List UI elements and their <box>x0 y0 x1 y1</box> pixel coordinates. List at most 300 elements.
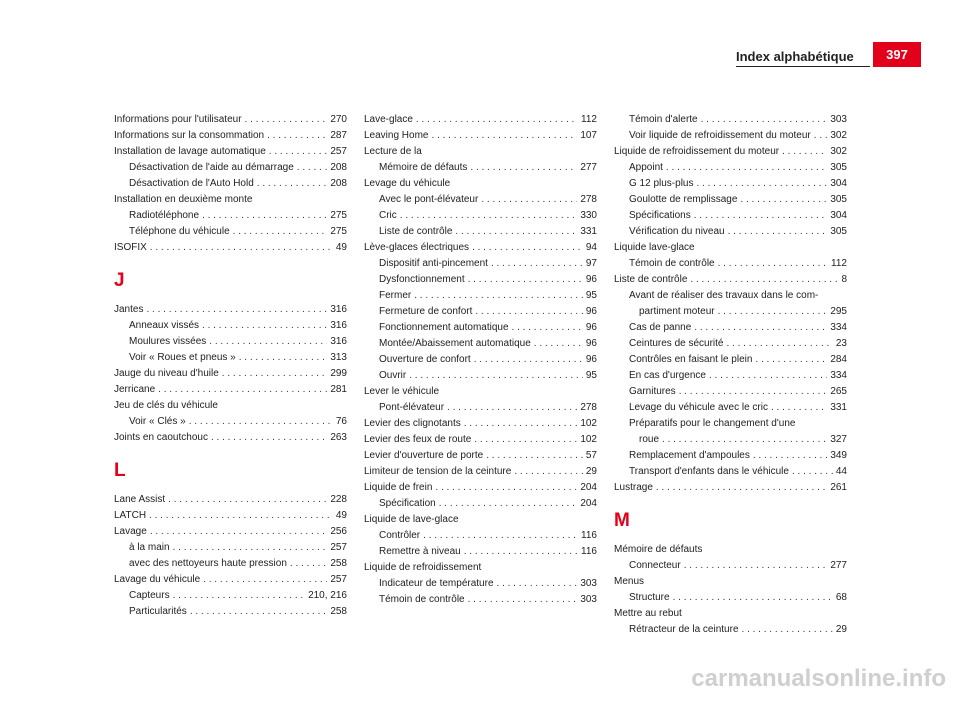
index-entry <box>114 144 347 160</box>
dot-leader <box>690 272 838 288</box>
index-entry-page: 96 <box>585 354 597 365</box>
dot-leader <box>718 304 828 320</box>
dot-leader <box>239 350 328 366</box>
dot-leader <box>475 304 583 320</box>
index-entry-term: Cric <box>379 210 397 221</box>
index-entry-term: Goulotte de remplissage <box>629 194 738 205</box>
index-entry-term: Fonctionnement automatique <box>379 322 509 333</box>
dot-leader <box>472 240 583 256</box>
index-entry <box>614 128 847 144</box>
index-entry <box>614 272 847 288</box>
index-entry-page: 330 <box>580 210 597 221</box>
index-entry <box>114 334 347 350</box>
index-entry <box>364 416 597 432</box>
index-entry-term: Téléphone du véhicule <box>129 226 230 237</box>
index-entry <box>614 464 847 480</box>
dot-leader <box>694 208 828 224</box>
dot-leader <box>150 240 333 256</box>
index-entry <box>364 224 597 240</box>
index-entry-term: Informations pour l'utilisateur <box>114 114 242 125</box>
index-entry <box>364 144 597 160</box>
dot-leader <box>694 320 827 336</box>
index-entry <box>364 400 597 416</box>
index-entry-page: 256 <box>330 526 347 537</box>
index-entry <box>114 240 347 256</box>
index-entry-term: Indicateur de température <box>379 578 494 589</box>
index-entry <box>614 288 847 320</box>
dot-leader <box>486 448 583 464</box>
dot-leader <box>464 544 578 560</box>
dot-leader <box>202 318 327 334</box>
index-entry-page: 281 <box>330 384 347 395</box>
index-entry-term: ISOFIX <box>114 242 147 253</box>
index-entry-page: 204 <box>580 498 597 509</box>
index-entry-term: Ceintures de sécurité <box>629 338 724 349</box>
index-entry <box>114 604 347 620</box>
index-entry-term: Spécifications <box>629 210 691 221</box>
index-entry-page: 316 <box>330 320 347 331</box>
index-entry-page: 313 <box>330 352 347 363</box>
index-entry-term: Jerricane <box>114 384 156 395</box>
index-entry <box>114 176 347 192</box>
index-entry-term-cont: roue <box>639 434 660 445</box>
dot-leader <box>435 480 577 496</box>
index-entry-page: 305 <box>830 162 847 173</box>
index-entry-page: 76 <box>335 416 347 427</box>
index-entry-term: Lavage du véhicule <box>114 574 201 585</box>
index-entry-term: Ouvrir <box>379 370 407 381</box>
index-entry <box>114 588 347 604</box>
index-entry <box>614 542 847 558</box>
index-entry-page: 208 <box>330 162 347 173</box>
dot-leader <box>168 492 327 508</box>
dot-leader <box>468 592 578 608</box>
dot-leader <box>771 400 827 416</box>
index-entry-term: Témoin de contrôle <box>629 258 715 269</box>
dot-leader <box>728 224 828 240</box>
index-entry <box>114 224 347 240</box>
index-entry <box>364 352 597 368</box>
index-entry-term: Lever le véhicule <box>364 386 440 397</box>
dot-leader <box>709 368 827 384</box>
index-entry-page: 107 <box>580 130 597 141</box>
index-entry <box>364 384 597 400</box>
index-entry <box>614 574 847 590</box>
dot-leader <box>447 400 577 416</box>
dot-leader <box>814 128 828 144</box>
index-entry-continuation <box>629 304 847 320</box>
index-entry <box>614 558 847 574</box>
index-entry-page: 303 <box>830 114 847 125</box>
index-entry-term: Anneaux vissés <box>129 320 200 331</box>
dot-leader <box>233 224 328 240</box>
dot-leader <box>202 208 327 224</box>
index-entry <box>614 320 847 336</box>
dot-leader <box>782 144 827 160</box>
index-entry-term: LATCH <box>114 510 147 521</box>
index-entry-term: Liquide de refroidissement du moteur <box>614 146 780 157</box>
index-entry-term: Jauge du niveau d'huile <box>114 368 219 379</box>
index-entry <box>364 128 597 144</box>
index-entry-term: Liquide lave-glace <box>614 242 695 253</box>
dot-leader <box>245 112 328 128</box>
index-entry-term: Désactivation de l'Auto Hold <box>129 178 254 189</box>
index-entry-term: Capteurs <box>129 590 170 601</box>
index-entry-page: 94 <box>585 242 597 253</box>
index-entry-term: Remplacement d'ampoules <box>629 450 750 461</box>
index-entry-page: 95 <box>585 370 597 381</box>
index-entry-term: Voir « Clés » <box>129 416 186 427</box>
index-entry <box>614 336 847 352</box>
index-entry-term: En cas d'urgence <box>629 370 706 381</box>
index-entry-term: Lave-glace <box>364 114 413 125</box>
index-entry-page: 275 <box>330 226 347 237</box>
index-entry-term: Dysfonctionnement <box>379 274 465 285</box>
index-entry <box>614 368 847 384</box>
index-column-1 <box>114 112 347 620</box>
index-entry-term: Contrôler <box>379 530 421 541</box>
index-entry-term: Appoint <box>629 162 663 173</box>
index-entry-term: Avant de réaliser des travaux dans le com- <box>629 290 819 301</box>
dot-leader <box>158 382 327 398</box>
index-entry-term: Radiotéléphone <box>129 210 200 221</box>
index-entry <box>614 240 847 256</box>
index-entry-page: 49 <box>335 510 347 521</box>
index-entry <box>114 540 347 556</box>
page-number: 397 <box>886 47 908 62</box>
dot-leader <box>696 176 827 192</box>
index-entry-page: 334 <box>830 322 847 333</box>
dot-leader <box>474 432 577 448</box>
index-entry <box>364 512 597 528</box>
index-entry-page: 57 <box>585 450 597 461</box>
page-number-badge <box>873 42 921 67</box>
index-entry-page: 316 <box>330 304 347 315</box>
index-entry-page: 95 <box>585 290 597 301</box>
index-entry <box>114 112 347 128</box>
index-entry <box>364 336 597 352</box>
index-entry-term: Particularités <box>129 606 187 617</box>
index-entry-term: Leaving Home <box>364 130 429 141</box>
dot-leader <box>455 224 577 240</box>
index-entry-page: 204 <box>580 482 597 493</box>
index-entry <box>114 492 347 508</box>
index-entry-term: Lane Assist <box>114 494 166 505</box>
index-entry-page: 334 <box>830 370 847 381</box>
index-entry-term: Levage du véhicule <box>364 178 451 189</box>
index-entry-term: Menus <box>614 576 645 587</box>
index-entry-page: 96 <box>585 306 597 317</box>
dot-leader <box>673 590 833 606</box>
index-entry-term: Lecture de la <box>364 146 422 157</box>
index-entry <box>114 366 347 382</box>
index-entry-page: 257 <box>330 542 347 553</box>
index-entry-page: 331 <box>580 226 597 237</box>
index-entry-page: 270 <box>330 114 347 125</box>
index-entry <box>364 176 597 192</box>
index-entry-page: 102 <box>580 434 597 445</box>
index-column-2 <box>364 112 597 608</box>
index-entry-term: Informations sur la consommation <box>114 130 265 141</box>
index-entry <box>614 208 847 224</box>
index-entry-term: Moulures vissées <box>129 336 207 347</box>
dot-leader <box>209 334 327 350</box>
dot-leader <box>189 414 333 430</box>
index-entry-term: Liquide de lave-glace <box>364 514 459 525</box>
index-entry-page: 277 <box>580 162 597 173</box>
index-entry <box>614 112 847 128</box>
index-letter-heading: L <box>114 460 126 481</box>
index-entry <box>364 320 597 336</box>
index-entry-term: Jeu de clés du véhicule <box>114 400 218 411</box>
index-entry <box>114 414 347 430</box>
index-entry <box>364 480 597 496</box>
index-entry <box>614 160 847 176</box>
index-entry <box>364 240 597 256</box>
index-entry <box>614 480 847 496</box>
index-entry-page: 299 <box>330 368 347 379</box>
index-entry <box>364 544 597 560</box>
index-entry-page: 96 <box>585 274 597 285</box>
index-entry <box>114 318 347 334</box>
index-entry <box>614 192 847 208</box>
index-entry-term: Montée/Abaissement automatique <box>379 338 531 349</box>
dot-leader <box>416 112 578 128</box>
index-entry <box>364 272 597 288</box>
dot-leader <box>290 556 327 572</box>
index-entry <box>614 606 847 622</box>
dot-leader <box>514 464 583 480</box>
watermark: carmanualsonline.info <box>691 665 946 692</box>
index-entry-page: 316 <box>330 336 347 347</box>
dot-leader <box>464 416 578 432</box>
index-entry-page: 304 <box>830 210 847 221</box>
index-entry-page: 116 <box>581 530 597 541</box>
index-entry <box>114 192 347 208</box>
dot-leader <box>656 480 827 496</box>
index-entry-term: Liste de contrôle <box>614 274 688 285</box>
index-entry <box>614 256 847 272</box>
index-entry-term: Liquide de frein <box>364 482 433 493</box>
index-letter-heading: J <box>114 270 125 291</box>
dot-leader <box>792 464 833 480</box>
index-entry-term: G 12 plus-plus <box>629 178 694 189</box>
page-title: Index alphabétique <box>736 49 854 64</box>
index-entry <box>364 576 597 592</box>
index-entry-term: Liquide de refroidissement <box>364 562 482 573</box>
index-entry-term: Rétracteur de la ceinture <box>629 624 739 635</box>
index-entry-term: Vérification du niveau <box>629 226 725 237</box>
index-entry-page: 116 <box>581 546 597 557</box>
index-entry-term: Levier des clignotants <box>364 418 461 429</box>
index-entry-term: avec des nettoyeurs haute pression <box>129 558 287 569</box>
index-entry <box>364 256 597 272</box>
index-entry <box>364 192 597 208</box>
dot-leader <box>534 336 583 352</box>
dot-leader <box>146 302 327 318</box>
index-entry-page: 263 <box>330 432 347 443</box>
index-entry <box>614 590 847 606</box>
dot-leader <box>512 320 583 336</box>
index-entry <box>614 384 847 400</box>
index-entry <box>364 112 597 128</box>
index-entry-term: Joints en caoutchouc <box>114 432 208 443</box>
dot-leader <box>267 128 327 144</box>
index-entry-term: Fermeture de confort <box>379 306 473 317</box>
index-entry-term: Lustrage <box>614 482 653 493</box>
dot-leader <box>269 144 328 160</box>
index-entry-term: Voir liquide de refroidissement du moteur <box>629 130 811 141</box>
index-entry <box>114 208 347 224</box>
dot-leader <box>468 272 583 288</box>
index-entry-term: Fermer <box>379 290 412 301</box>
index-entry-page: 265 <box>830 386 847 397</box>
index-entry <box>364 208 597 224</box>
index-entry <box>364 496 597 512</box>
index-column-3 <box>614 112 847 638</box>
index-entry-page: 275 <box>330 210 347 221</box>
index-entry-term: Connecteur <box>629 560 681 571</box>
index-entry <box>614 224 847 240</box>
index-entry-page: 258 <box>330 606 347 617</box>
index-entry <box>364 160 597 176</box>
index-entry <box>114 508 347 524</box>
index-entry <box>364 592 597 608</box>
index-entry-page: 303 <box>580 594 597 605</box>
index-entry <box>114 430 347 446</box>
index-entry <box>364 368 597 384</box>
index-entry-term: Spécification <box>379 498 436 509</box>
index-entry-page: 49 <box>335 242 347 253</box>
index-entry-term: à la main <box>129 542 170 553</box>
index-entry-term: Cas de panne <box>629 322 692 333</box>
index-entry-page: 258 <box>330 558 347 569</box>
index-entry-term: Levage du véhicule avec le cric <box>629 402 768 413</box>
index-entry-page: 302 <box>830 130 847 141</box>
index-entry-page: 210, 216 <box>308 590 347 601</box>
index-entry-page: 68 <box>835 592 847 603</box>
index-entry <box>614 400 847 416</box>
index-entry-term: Désactivation de l'aide au démarrage <box>129 162 294 173</box>
index-entry <box>114 160 347 176</box>
index-entry-term: Voir « Roues et pneus » <box>129 352 236 363</box>
index-entry <box>364 464 597 480</box>
index-entry-page: 261 <box>830 482 847 493</box>
dot-leader <box>740 192 827 208</box>
dot-leader <box>414 288 583 304</box>
index-entry <box>364 288 597 304</box>
index-entry <box>114 302 347 318</box>
index-entry-page: 304 <box>830 178 847 189</box>
index-entry <box>364 560 597 576</box>
index-entry-page: 8 <box>841 274 847 285</box>
index-entry-term: Avec le pont-élévateur <box>379 194 479 205</box>
index-entry-term-cont: partiment moteur <box>639 306 715 317</box>
index-entry-page: 102 <box>580 418 597 429</box>
dot-leader <box>481 192 577 208</box>
index-entry <box>614 416 847 448</box>
dot-leader <box>150 524 328 540</box>
dot-leader <box>727 336 833 352</box>
index-entry-page: 44 <box>835 466 847 477</box>
index-entry <box>614 176 847 192</box>
index-entry-term: Structure <box>629 592 670 603</box>
index-entry <box>364 448 597 464</box>
dot-leader <box>423 528 578 544</box>
dot-leader <box>400 208 578 224</box>
index-entry-page: 331 <box>830 402 847 413</box>
index-entry-page: 208 <box>330 178 347 189</box>
dot-leader <box>173 540 328 556</box>
index-entry-term: Transport d'enfants dans le véhicule <box>629 466 789 477</box>
index-entry-page: 305 <box>830 194 847 205</box>
index-entry-page: 257 <box>330 146 347 157</box>
index-entry <box>364 304 597 320</box>
dot-leader <box>431 128 577 144</box>
index-entry-term: Mettre au rebut <box>614 608 682 619</box>
index-entry-term: Installation de lavage automatique <box>114 146 266 157</box>
index-entry-page: 29 <box>585 466 597 477</box>
dot-leader <box>409 368 583 384</box>
dot-leader <box>173 588 305 604</box>
index-entry-page: 305 <box>830 226 847 237</box>
index-entry <box>114 128 347 144</box>
index-entry-term: Mémoire de défauts <box>614 544 703 555</box>
dot-leader <box>211 430 327 446</box>
index-entry-page: 29 <box>835 624 847 635</box>
index-entry-page: 96 <box>585 322 597 333</box>
index-entry-page: 112 <box>581 114 597 125</box>
index-entry-term: Dispositif anti-pincement <box>379 258 488 269</box>
dot-leader <box>297 160 328 176</box>
dot-leader <box>718 256 828 272</box>
dot-leader <box>149 508 333 524</box>
dot-leader <box>470 160 577 176</box>
dot-leader <box>222 366 328 382</box>
index-entry-term: Garnitures <box>629 386 676 397</box>
dot-leader <box>439 496 578 512</box>
index-entry-page: 97 <box>585 258 597 269</box>
dot-leader <box>474 352 583 368</box>
index-entry-page: 287 <box>330 130 347 141</box>
index-entry <box>114 398 347 414</box>
index-entry <box>614 352 847 368</box>
index-entry-page: 112 <box>831 258 847 269</box>
index-entry-page: 302 <box>830 146 847 157</box>
index-entry-term: Mémoire de défauts <box>379 162 468 173</box>
dot-leader <box>190 604 328 620</box>
index-entry-term: Pont-élévateur <box>379 402 445 413</box>
index-entry-continuation <box>629 432 847 448</box>
index-entry <box>114 572 347 588</box>
index-entry-term: Jantes <box>114 304 144 315</box>
index-entry-page: 23 <box>835 338 847 349</box>
dot-leader <box>742 622 833 638</box>
index-entry-term: Lavage <box>114 526 147 537</box>
dot-leader <box>491 256 583 272</box>
dot-leader <box>662 432 827 448</box>
dot-leader <box>755 352 827 368</box>
index-entry-term: Témoin de contrôle <box>379 594 465 605</box>
index-entry-page: 228 <box>330 494 347 505</box>
index-entry <box>614 622 847 638</box>
index-entry <box>364 432 597 448</box>
index-entry <box>114 524 347 540</box>
index-entry-page: 349 <box>830 450 847 461</box>
index-entry <box>364 528 597 544</box>
dot-leader <box>701 112 828 128</box>
index-entry-page: 278 <box>580 194 597 205</box>
